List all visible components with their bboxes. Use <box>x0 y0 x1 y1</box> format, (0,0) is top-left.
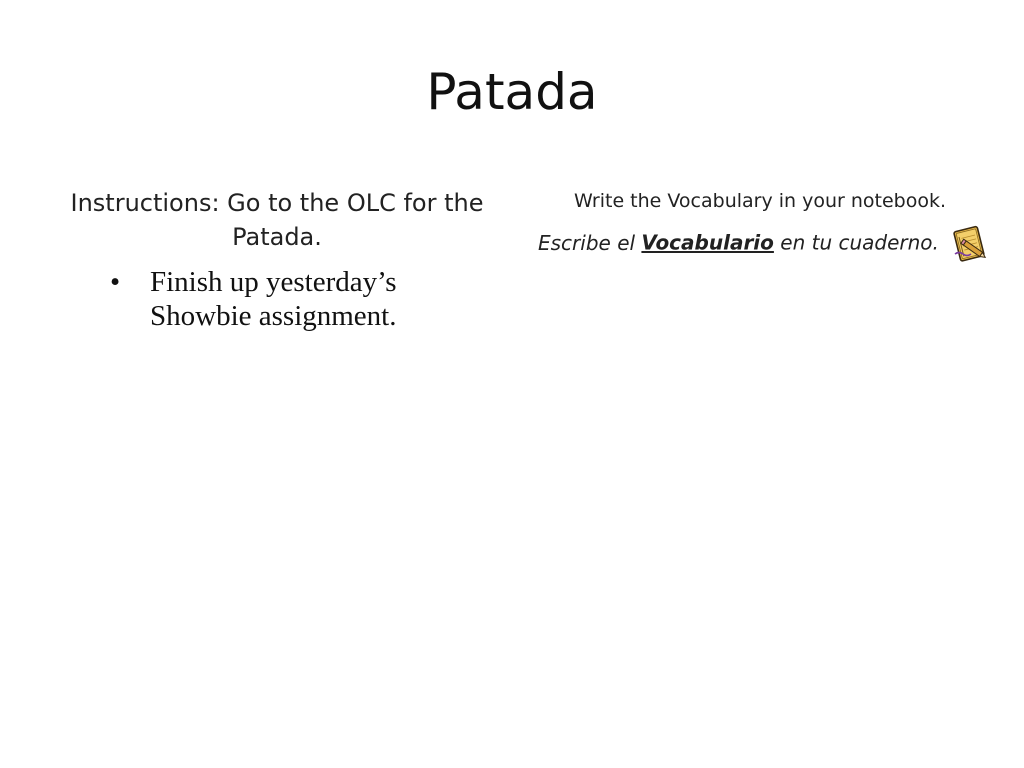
vocabulary-instruction-spanish <box>520 224 1020 264</box>
vocabulary-instruction-english: Write the Vocabulary in your notebook. <box>573 190 947 212</box>
instructions-text: Instructions: Go to the OLC for the Patada. <box>70 189 484 251</box>
vocabulary-column <box>520 186 1020 264</box>
bullet-glyph: • <box>110 266 121 298</box>
slide-title: Patada <box>426 63 598 121</box>
bullet-item <box>60 265 494 333</box>
spanish-text-start: Escribe el <box>538 230 642 255</box>
notebook-pencil-icon <box>949 224 987 264</box>
spanish-text-end: en tu cuaderno. <box>773 230 939 255</box>
instructions-column <box>60 186 494 333</box>
bullet-text: Finish up yesterday’s Showbie assignment. <box>150 266 397 332</box>
vocabulario-word: Vocabulario <box>641 230 774 255</box>
